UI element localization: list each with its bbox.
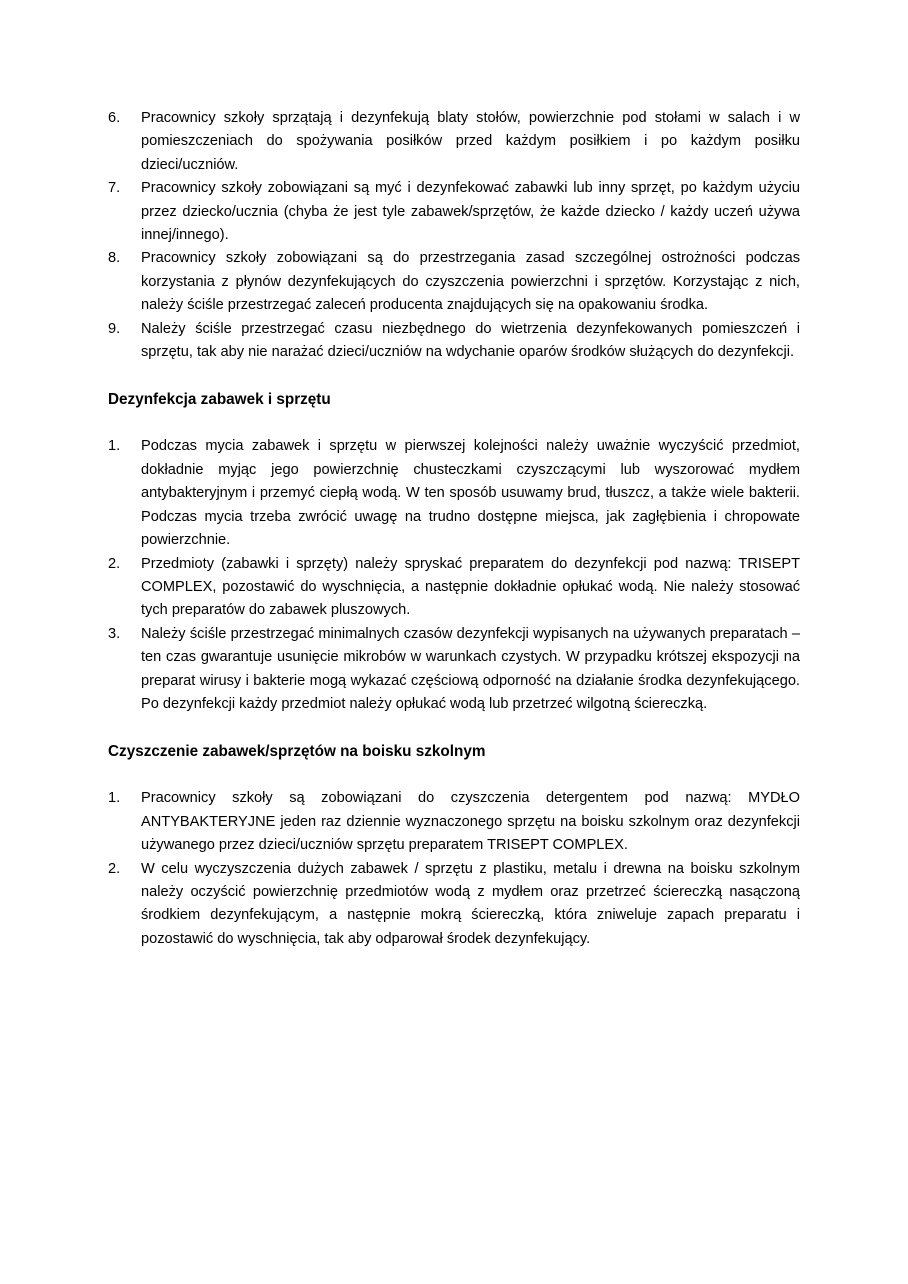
list-item xyxy=(108,553,800,623)
list-item xyxy=(108,435,800,552)
list-item xyxy=(108,107,800,177)
playground-cleaning-list xyxy=(108,787,800,951)
list-item xyxy=(108,623,800,717)
list-item xyxy=(108,858,800,952)
document-page xyxy=(108,107,800,951)
list-item-text: Należy ściśle przestrzegać czasu niezbędnego do wietrzenia dezynfekowanych pomieszczeń i sprzętu, tak aby nie narażać dzieci/uczniów na wdychanie oparów środków służących do dezynfekcji. xyxy=(141,320,800,361)
list-item xyxy=(108,247,800,317)
disinfection-list xyxy=(108,435,800,716)
list-item-number: 3. xyxy=(108,625,121,642)
list-item-number: 7. xyxy=(108,180,121,197)
section-heading-disinfection: Dezynfekcja zabawek i sprzętu xyxy=(108,391,331,409)
list-item-number: 1. xyxy=(108,790,121,807)
list-item xyxy=(108,787,800,857)
list-item-text: Pracownicy szkoły są zobowiązani do czyszczenia detergentem pod nazwą: MYDŁO ANTYBAKTERYJNE jeden raz dziennie wyznaczonego sprzętu na boisku szkolnym oraz dezynfekcji używanego przez dzieci/uczniów sprzętu preparatem TRISEPT COMPLEX. xyxy=(141,790,800,854)
list-item-number: 1. xyxy=(108,438,121,455)
list-item-number: 2. xyxy=(108,860,121,877)
list-item xyxy=(108,177,800,247)
section-heading-playground-cleaning: Czyszczenie zabawek/sprzętów na boisku szkolnym xyxy=(108,743,486,761)
list-item-text: W celu wyczyszczenia dużych zabawek / sprzętu z plastiku, metalu i drewna na boisku szkolnym należy oczyścić powierzchnię przedmiotów wodą z mydłem oraz przetrzeć ściereczką nasączoną środkiem dezynfekującym, a następnie mokrą ściereczką, która zniweluje zapach preparatu i pozostawić do wyschnięcia, tak aby odparował środek dezynfekujący. xyxy=(141,860,800,947)
list-item-text: Pracownicy szkoły sprzątają i dezynfekują blaty stołów, powierzchnie pod stołami w salach i w pomieszczeniach do spożywania posiłków przed każdym posiłkiem i po każdym posiłku dzieci/uczniów. xyxy=(141,110,800,173)
list-item xyxy=(108,318,800,365)
list-item-number: 2. xyxy=(108,555,121,572)
list-item-text: Przedmioty (zabawki i sprzęty) należy spryskać preparatem do dezynfekcji pod nazwą: TRISEPT COMPLEX, pozostawić do wyschnięcia, a następnie dokładnie opłukać wodą. Nie należy stosować tych preparatów do zabawek pluszowych. xyxy=(141,555,800,619)
list-item-number: 9. xyxy=(108,320,121,337)
list-item-text: Pracownicy szkoły zobowiązani są do przestrzegania zasad szczególnej ostrożności podczas korzystania z płynów dezynfekujących do czyszczenia powierzchni i sprzętów. Korzystając z nich, należy ściśle przestrzegać zaleceń producenta znajdujących się na opakowaniu środka. xyxy=(141,250,800,314)
list-item-text: Podczas mycia zabawek i sprzętu w pierwszej kolejności należy uważnie wyczyścić przedmiot, dokładnie myjąc jego powierzchnię chusteczkami czyszczącymi lub wyszorować mydłem antybakteryjnym i przemyć ciepłą wodą. W ten sposób usuwamy brud, tłuszcz, a także wiele bakterii. Podczas mycia trzeba zwrócić uwagę na trudno dostępne miejsca, jak zagłębienia i chropowate powierzchnie. xyxy=(141,438,800,549)
list-item-text: Należy ściśle przestrzegać minimalnych czasów dezynfekcji wypisanych na używanych preparatach – ten czas gwarantuje usunięcie mikrobów w warunkach czystych. W przypadku krótszej ekspozycji na preparat wirusy i bakterie mogą wykazać częściową odporność na działanie środka dezynfekującego. Po dezynfekcji każdy przedmiot należy opłukać wodą lub przetrzeć wilgotną ściereczką. xyxy=(141,625,800,712)
list-item-number: 8. xyxy=(108,250,121,267)
list-item-number: 6. xyxy=(108,110,121,126)
list-item-text: Pracownicy szkoły zobowiązani są myć i dezynfekować zabawki lub inny sprzęt, po każdym użyciu przez dziecko/ucznia (chyba że jest tyle zabawek/sprzętów, że każde dziecko / każdy uczeń używa innej/innego). xyxy=(141,180,800,244)
intro-list xyxy=(108,107,800,364)
